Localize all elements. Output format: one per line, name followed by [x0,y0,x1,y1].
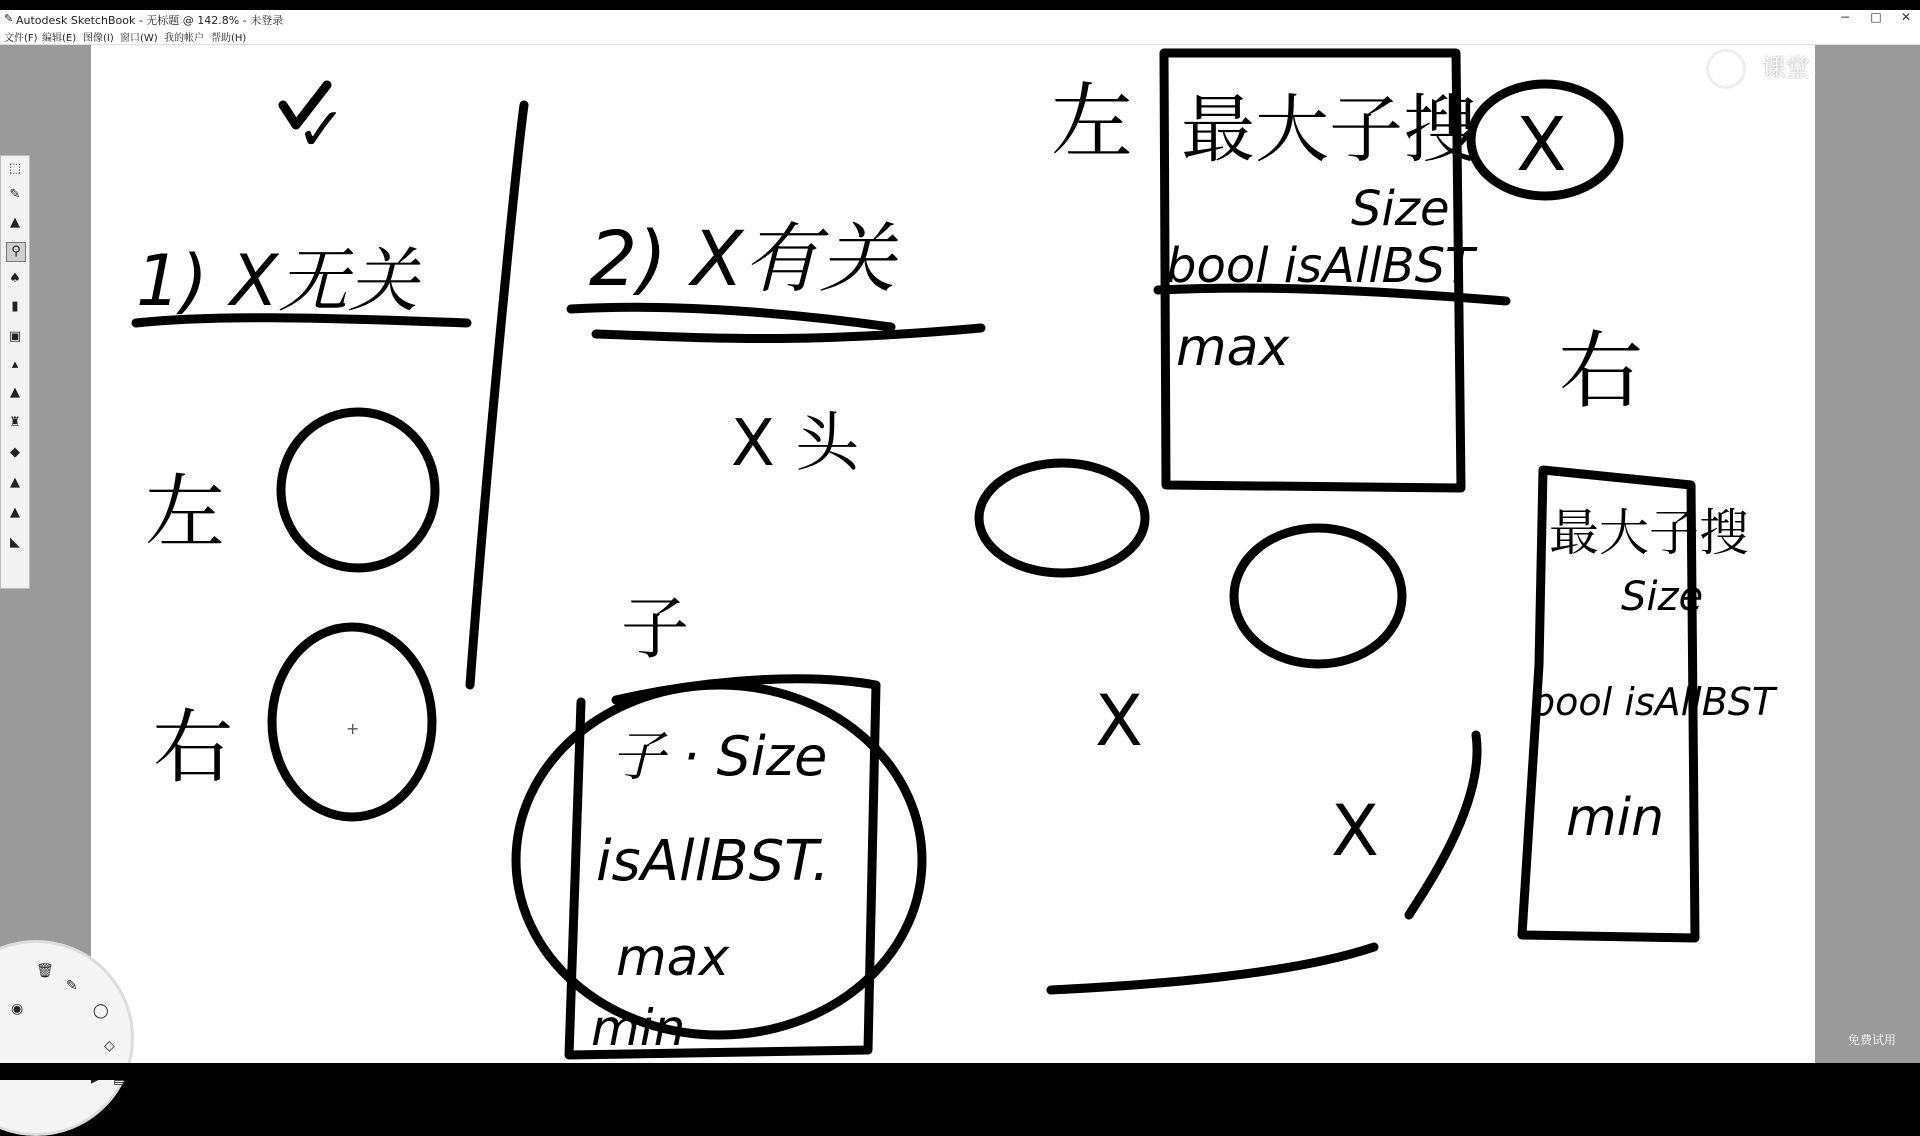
pen-icon[interactable]: ▲ [10,475,20,490]
right-label: 右 [153,701,233,794]
left-subtree-circle [281,412,435,568]
menu-file[interactable]: 文件(F) [4,33,38,44]
paint-icon[interactable]: ▮ [11,299,19,314]
heading2-underline-2 [596,328,981,339]
smudge-icon[interactable]: ▴ [11,357,19,372]
right-bottom-line-3: bool isAllBST [1531,680,1776,724]
watermark-text: 课堂 [1761,54,1810,82]
circled-x-text: X [1516,102,1567,188]
right-top-line-1: 最大子搜 [1181,87,1477,173]
eraser-icon[interactable]: ◆ [10,445,20,460]
box-line-1: 子 · Size [611,725,828,788]
box-line-3: max [616,928,730,988]
tree-node-text: X [1095,680,1143,762]
heading1-text: 1) X无关 [136,240,419,322]
brush-icon[interactable]: ♜ [9,415,21,430]
title-bar [0,10,1920,27]
x-head-text: X 头 [731,407,860,481]
menu-image[interactable]: 图像(I) [83,33,114,44]
color-icon[interactable]: ◉ [11,1001,24,1017]
menu-edit[interactable]: 编辑(E) [42,33,77,44]
fill-tool-icon[interactable]: ◇ [104,1038,115,1054]
ellipse-tool-icon[interactable]: ◯ [93,1003,109,1019]
left-label: 左 [145,466,225,559]
right-top-line-4: max [1176,318,1290,378]
fill-icon[interactable]: ▣ [8,329,22,344]
ballpoint-icon[interactable]: ⚲ [6,242,26,262]
tree-branch [1409,735,1477,915]
menu-bar [0,27,1920,45]
right-top-label: 左 [1051,75,1134,170]
heading2-underline-1 [571,307,891,327]
right-bottom-line-1: 最大子搜 [1549,504,1749,562]
menu-account[interactable]: 我的帐户 [164,33,204,44]
box-line-4: min [591,999,686,1057]
menu-help[interactable]: 帮助(H) [211,33,247,44]
tree-baseline [1051,947,1374,990]
right-bottom-line-2: Size [1621,574,1704,620]
watermark-logo-icon [1706,49,1746,89]
check-text: ✓ [296,95,347,165]
watermark [1706,48,1810,88]
trial-label[interactable]: 免费试用 [1848,1033,1897,1047]
airbrush-icon[interactable]: ♠ [9,271,21,286]
maximize-button[interactable]: □ [1870,10,1882,24]
chisel-icon[interactable]: ▲ [10,505,20,520]
sketch-layer [91,45,1815,1063]
right-bottom-label: 右 [1559,322,1644,420]
select-icon[interactable]: ⬚ [8,161,22,176]
right-top-line-3: bool isAllBST [1166,238,1475,294]
trash-icon[interactable]: 🗑 [36,963,54,979]
document-title: 无标题 @ 142.8% - 未登录 [146,14,284,27]
crosshair-cursor-icon: + [346,719,360,738]
ink-icon[interactable]: ▲ [10,385,20,400]
close-button[interactable]: ✕ [1900,10,1912,24]
node-right [1234,528,1402,664]
cross-text: X [1331,790,1379,872]
box-line-2: isAllBST. [596,829,830,894]
minimize-button[interactable]: − [1839,10,1851,24]
right-bottom-line-4: min [1566,788,1665,848]
child-text: 子 [621,590,690,669]
hard-eraser-icon[interactable]: ◣ [10,535,20,550]
pencil-icon[interactable]: ✎ [9,187,21,202]
heading2-text: 2) X有关 [589,214,896,303]
brush-tool-icon[interactable]: ✎ [66,978,78,994]
workspace-right [1815,45,1920,1063]
tool-palette [0,155,30,589]
right-top-line-2: Size [1351,181,1450,237]
node-left [979,463,1145,573]
app-name: Autodesk SketchBook [16,14,136,27]
marker-icon[interactable]: ▲ [10,215,20,230]
menu-window[interactable]: 窗口(W) [120,33,158,44]
bottom-bar [0,1063,1920,1080]
window-title: Autodesk SketchBook - 无标题 @ 142.8% - 未登录 [16,14,284,27]
left-panel-divider [470,105,524,685]
app-icon: ✎ [4,12,14,25]
